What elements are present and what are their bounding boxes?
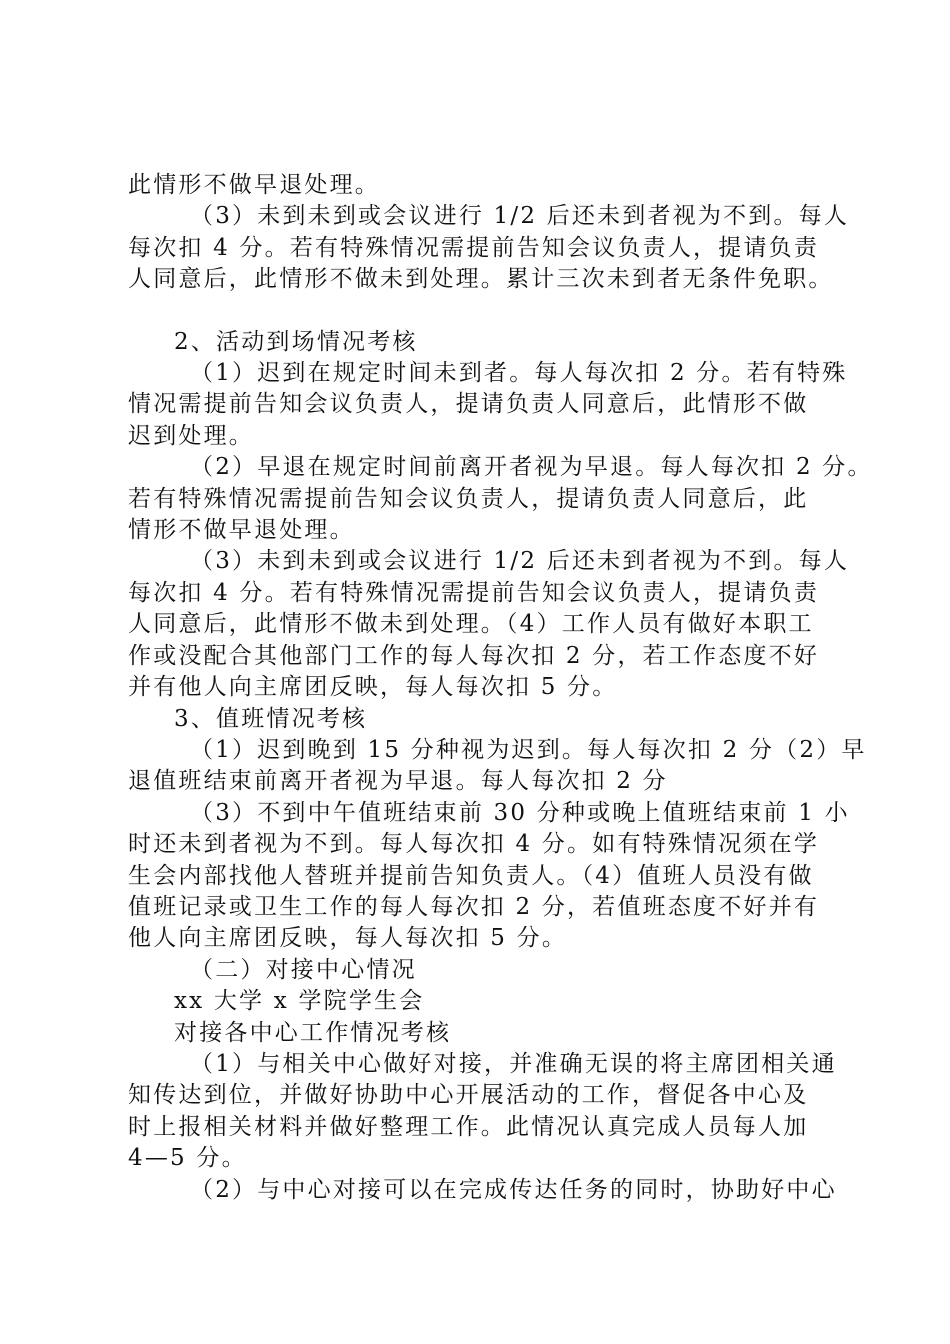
text-line: 此情形不做早退处理。 <box>128 172 380 198</box>
text-line: （2）早退在规定时间前离开者视为早退。每人每次扣 2 分。 <box>190 454 873 481</box>
text-line: 人同意后，此情形不做未到处理。（4）工作人员有做好本职工 <box>128 611 814 638</box>
section-heading: （二）对接中心情况 <box>190 956 417 983</box>
text-line: 人同意后，此情形不做未到处理。累计三次未到者无条件免职。 <box>128 266 834 293</box>
text-line: （1）迟到在规定时间未到者。每人每次扣 2 分。若有特殊 <box>190 360 848 387</box>
text-line: （1）与相关中心做好对接，并准确无误的将主席团相关通 <box>190 1050 837 1077</box>
text-line: （3）未到未到或会议进行 1/2 后还未到者视为不到。每人 <box>190 548 850 575</box>
text-line: 值班记录或卫生工作的每人每次扣 2 分，若值班态度不好并有 <box>128 893 820 920</box>
text-line: 作或没配合其他部门工作的每人每次扣 2 分，若工作态度不好 <box>128 642 820 669</box>
text-line: 迟到处理。 <box>128 422 254 449</box>
paragraph-gap <box>128 296 828 327</box>
document-body <box>128 170 873 1206</box>
text-line: 并有他人向主席团反映，每人每次扣 5 分。 <box>128 674 618 701</box>
text-line: 每次扣 4 分。若有特殊情况需提前告知会议负责人，提请负责 <box>128 579 820 606</box>
text-line: 时还未到者视为不到。每人每次扣 4 分。如有特殊情况须在学 <box>128 831 820 858</box>
text-line: 情形不做早退处理。 <box>128 517 355 544</box>
text-line: 时上报相关材料并做好整理工作。此情况认真完成人员每人加 <box>128 1113 809 1140</box>
text-line: 他人向主席团反映，每人每次扣 5 分。 <box>128 925 568 952</box>
text-line: 若有特殊情况需提前告知会议负责人，提请负责人同意后，此 <box>128 485 809 512</box>
section-heading: 2、活动到场情况考核 <box>174 328 418 355</box>
text-line: （1）迟到晚到 15 分种视为迟到。每人每次扣 2 分（2）早 <box>190 736 867 763</box>
text-line: 情况需提前告知会议负责人，提请负责人同意后，此情形不做 <box>128 391 809 418</box>
section-heading: 3、值班情况考核 <box>174 705 368 732</box>
text-line: （3）不到中午值班结束前 30 分种或晚上值班结束前 1 小 <box>190 799 850 826</box>
text-line: 生会内部找他人替班并提前告知负责人。（4）值班人员没有做 <box>128 862 814 889</box>
text-line: 退值班结束前离开者视为早退。每人每次扣 2 分 <box>128 768 668 795</box>
text-line: （2）与中心对接可以在完成传达任务的同时，协助好中心 <box>190 1176 837 1203</box>
text-line: xx 大学 x 学院学生会 <box>174 988 425 1015</box>
text-line: 对接各中心工作情况考核 <box>174 1019 452 1046</box>
text-line: 每次扣 4 分。若有特殊情况需提前告知会议负责人，提请负责 <box>128 234 820 261</box>
text-line: 知传达到位，并做好协助中心开展活动的工作，督促各中心及 <box>128 1082 809 1109</box>
text-line: 4—5 分。 <box>128 1145 247 1172</box>
text-line: （3）未到未到或会议进行 1/2 后还未到者视为不到。每人 <box>190 203 850 230</box>
